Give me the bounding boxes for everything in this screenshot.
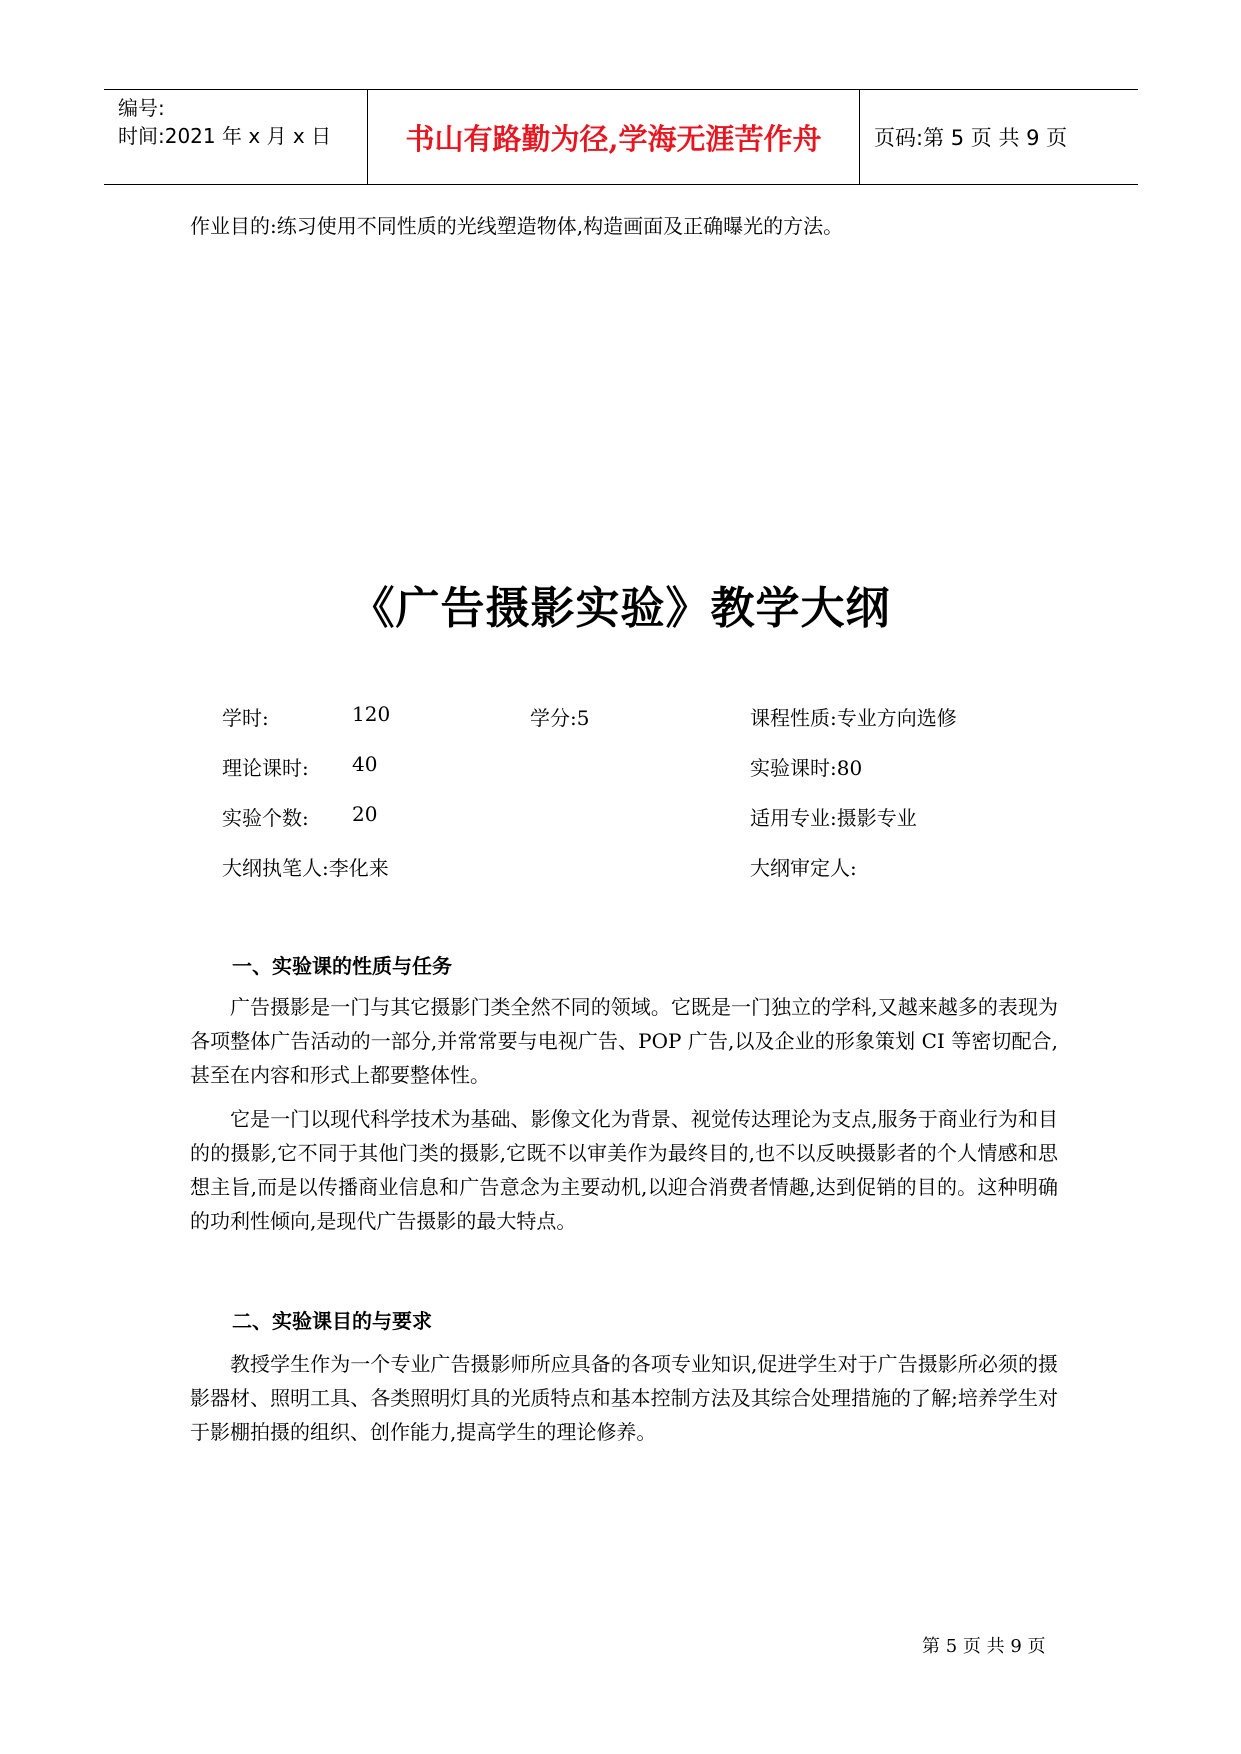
header-meta: [104, 90, 368, 184]
course-nature: 课程性质:专业方向选修: [750, 706, 957, 730]
section-1-paragraph-1: 广告摄影是一门与其它摄影门类全然不同的领域。它既是一门独立的学科,又越来越多的表现为各项整体广告活动的一部分,并常常要与电视广告、POP 广告,以及企业的形象策划 CI 等密切配合,甚至在内容和形式上都要整体性。: [190, 995, 1058, 1087]
time-label: 时间:2021 年 x 月 x 日: [118, 124, 332, 148]
outline-author: 大纲执笔人:李化来: [222, 856, 389, 880]
lab-count-label: 实验个数:: [222, 806, 309, 830]
header-page-label: 页码:第 5 页 共 9 页: [874, 126, 1068, 150]
page-header: [104, 89, 1138, 185]
applicable-major: 适用专业:摄影专业: [750, 806, 917, 830]
hours-value: 120: [352, 702, 391, 726]
section-1-paragraph-2: 它是一门以现代科学技术为基础、影像文化为背景、视觉传达理论为支点,服务于商业行为和目的的摄影,它不同于其他门类的摄影,它既不以审美作为最终目的,也不以反映摄影者的个人情感和思想主旨,而是以传播商业信息和广告意念为主要动机,以迎合消费者情趣,达到促销的目的。这种明确的功利性倾向,是现代广告摄影的最大特点。: [190, 1107, 1058, 1233]
header-motto: 书山有路勤为径,学海无涯苦作舟: [368, 90, 860, 184]
section-2-body: [190, 1347, 1058, 1449]
section-2-paragraph-1: 教授学生作为一个专业广告摄影师所应具备的各项专业知识,促进学生对于广告摄影所必须的摄影器材、照明工具、各类照明灯具的光质特点和基本控制方法及其综合处理措施的了解;培养学生对于影棚拍摄的组织、创作能力,提高学生的理论修养。: [190, 1352, 1058, 1444]
hours-label: 学时:: [222, 706, 269, 730]
theory-hours-value: 40: [352, 752, 378, 776]
section-2-heading: 二、实验课目的与要求: [232, 1309, 432, 1333]
credit: 学分:5: [530, 706, 590, 730]
page-footer: 第 5 页 共 9 页: [922, 1636, 1046, 1657]
lab-hours: 实验课时:80: [750, 756, 863, 780]
page-title: 《广告摄影实验》教学大纲: [350, 583, 891, 634]
lab-count-value: 20: [352, 802, 378, 826]
assignment-purpose: 作业目的:练习使用不同性质的光线塑造物体,构造画面及正确曝光的方法。: [190, 214, 844, 238]
section-1-body: [190, 990, 1058, 1238]
number-label: 编号:: [118, 96, 165, 120]
theory-hours-label: 理论课时:: [222, 756, 309, 780]
section-1-heading: 一、实验课的性质与任务: [232, 954, 452, 978]
outline-reviewer: 大纲审定人:: [750, 856, 857, 880]
